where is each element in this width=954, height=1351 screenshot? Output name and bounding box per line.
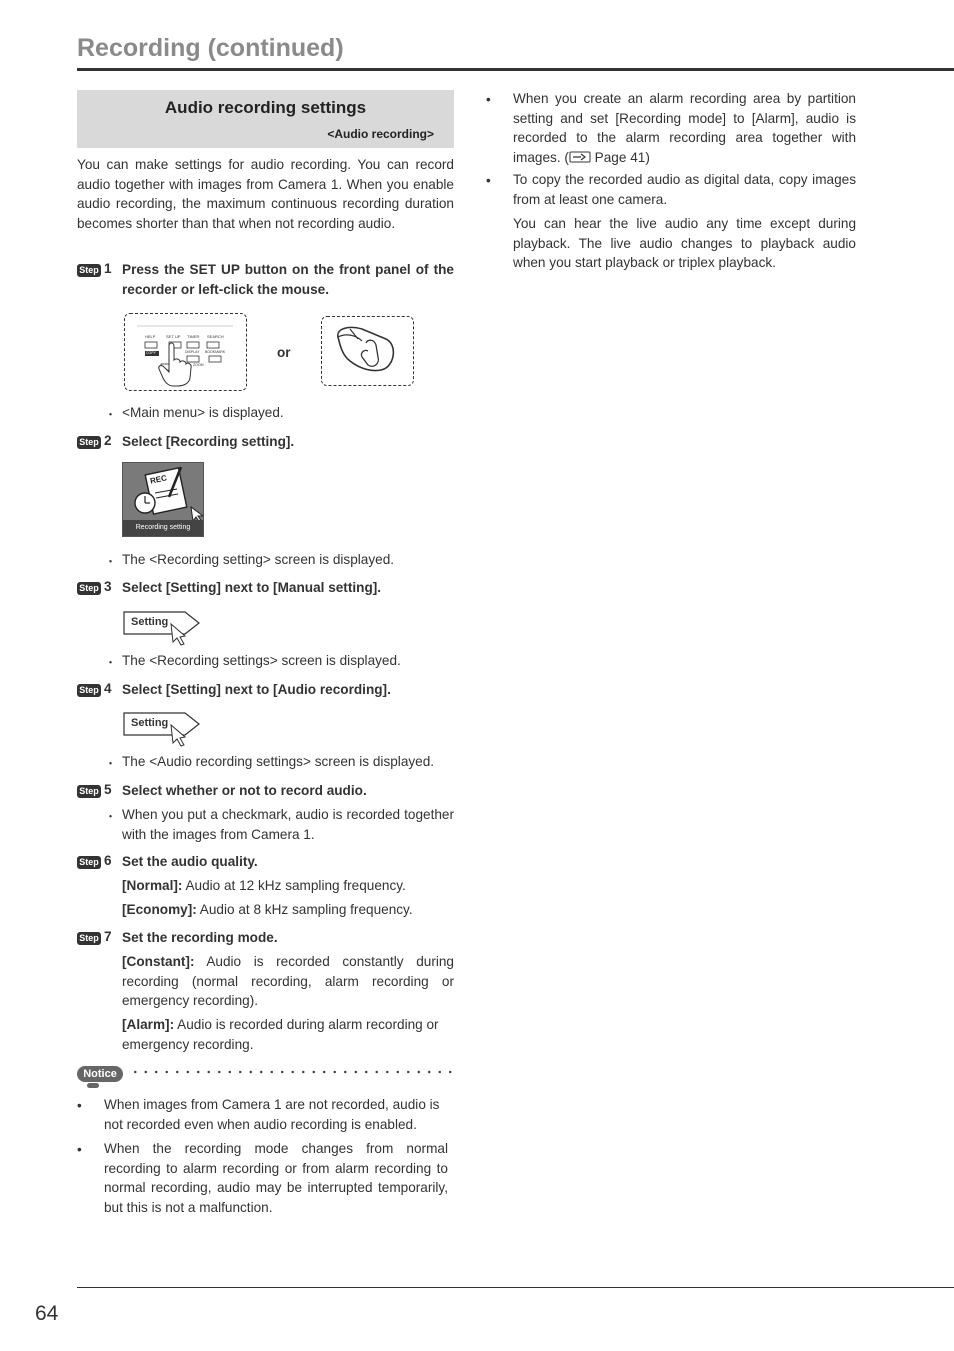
recording-setting-label: Recording setting <box>123 520 203 536</box>
mouse-illustration <box>321 316 414 386</box>
bullet-dot: ・ <box>104 756 118 771</box>
notice-item: When images from Camera 1 are not recorded, audio is not recorded even when audio recording is enabled. <box>104 1097 440 1132</box>
step-badge: Step <box>77 264 101 277</box>
panel-label: HELP <box>145 334 156 339</box>
step-4-note: The <Audio recording settings> screen is displayed. <box>122 754 435 769</box>
step-badge: Step <box>77 436 101 449</box>
option-economy: [Economy]: Audio at 8 kHz sampling frequency. <box>122 902 413 917</box>
setting-button-illustration <box>123 610 201 646</box>
panel-label: SEARCH <box>207 334 224 339</box>
step-3-note: The <Recording settings> screen is displayed. <box>122 653 401 668</box>
right-paragraph: You can hear the live audio any time except during playback. The live audio changes to playback audio when you start playback or triplex playback. <box>513 216 856 270</box>
step-7-instruction: Set the recording mode. <box>122 930 278 945</box>
page-reference-icon <box>569 151 591 163</box>
step-badge: Step <box>77 932 101 945</box>
panel-label: DISPLAY <box>185 350 200 354</box>
bullet-dot: ・ <box>104 809 118 824</box>
rec-label: REC <box>149 473 168 486</box>
step-number: 4 <box>104 681 112 696</box>
bullet-dot: ・ <box>104 554 118 569</box>
panel-label: SET UP <box>166 334 181 339</box>
section-subheading: <Audio recording> <box>327 127 434 141</box>
intro-paragraph: You can make settings for audio recording. You can record audio together with images from Camera 1. When you enable audio recording, the maximum continuous recording duration becomes shorter than that when not recording audio. <box>77 157 454 231</box>
panel-label: ZOOM <box>193 363 204 367</box>
notice-badge-tail <box>87 1083 99 1088</box>
bullet-dot: ・ <box>104 655 118 670</box>
notice-dotted-line <box>130 1070 456 1074</box>
step-6-instruction: Set the audio quality. <box>122 854 258 869</box>
title-divider <box>77 68 954 71</box>
page-number: 64 <box>35 1302 59 1325</box>
right-bullet-item: When you create an alarm recording area by partition setting and set [Recording mode] to [Alarm], audio is recorded to the alarm recording area together with images. ( Page 41) <box>513 91 856 165</box>
step-number: 7 <box>104 929 112 944</box>
section-heading: Audio recording settings <box>164 98 367 117</box>
step-number: 6 <box>104 853 112 868</box>
setting-button-label: Setting <box>131 717 169 729</box>
step-number: 2 <box>104 433 112 448</box>
page-title: Recording (continued) <box>77 34 344 62</box>
setting-button-label: Setting <box>131 616 169 628</box>
notice-item: When the recording mode changes from normal recording to alarm recording or from alarm recording to normal recording, audio may be interrupted temporarily, but this is not a malfunction. <box>104 1141 448 1215</box>
bullet-dot: • <box>77 1098 82 1113</box>
step-badge: Step <box>77 856 101 869</box>
panel-label: TIMER <box>187 334 200 339</box>
step-number: 3 <box>104 579 112 594</box>
recording-setting-icon <box>122 462 204 537</box>
step-2-note: The <Recording setting> screen is displayed. <box>122 552 395 567</box>
setting-button-illustration <box>123 711 201 747</box>
mouse-icon <box>322 317 412 384</box>
step-badge: Step <box>77 785 101 798</box>
step-2-instruction: Select [Recording setting]. <box>122 434 295 449</box>
step-4-instruction: Select [Setting] next to [Audio recording]. <box>122 682 391 697</box>
step-badge: Step <box>77 684 101 697</box>
step-5-note: When you put a checkmark, audio is recorded together with the images from Camera 1. <box>122 807 454 842</box>
section-header-box <box>77 90 454 148</box>
step-3-instruction: Select [Setting] next to [Manual setting]. <box>122 580 382 595</box>
option-alarm: [Alarm]: Audio is recorded during alarm recording or emergency recording. <box>122 1017 439 1052</box>
step-1-instruction: Press the SET UP button on the front panel of the recorder or left-click the mouse. <box>122 262 454 297</box>
step-number: 5 <box>104 782 112 797</box>
option-constant: [Constant]: Audio is recorded constantly during recording (normal recording, alarm recording or emergency recording). <box>122 954 454 1008</box>
bullet-dot: • <box>77 1142 82 1157</box>
panel-label: COPY <box>146 351 156 355</box>
step-number: 1 <box>104 261 112 276</box>
step-1-note: <Main menu> is displayed. <box>122 405 284 420</box>
or-label: or <box>277 345 291 360</box>
front-panel-illustration <box>124 313 247 391</box>
right-bullet-item: To copy the recorded audio as digital data, copy images from at least one camera. <box>513 172 856 207</box>
step-5-instruction: Select whether or not to record audio. <box>122 783 367 798</box>
panel-label: BOOKMARK <box>205 350 226 354</box>
notice-badge: Notice <box>77 1066 123 1082</box>
step-badge: Step <box>77 582 101 595</box>
option-normal: [Normal]: Audio at 12 kHz sampling frequency. <box>122 878 406 893</box>
bullet-dot: ・ <box>104 407 118 422</box>
footer-divider <box>77 1287 954 1288</box>
bullet-dot: • <box>486 173 491 188</box>
bullet-dot: • <box>486 92 491 107</box>
